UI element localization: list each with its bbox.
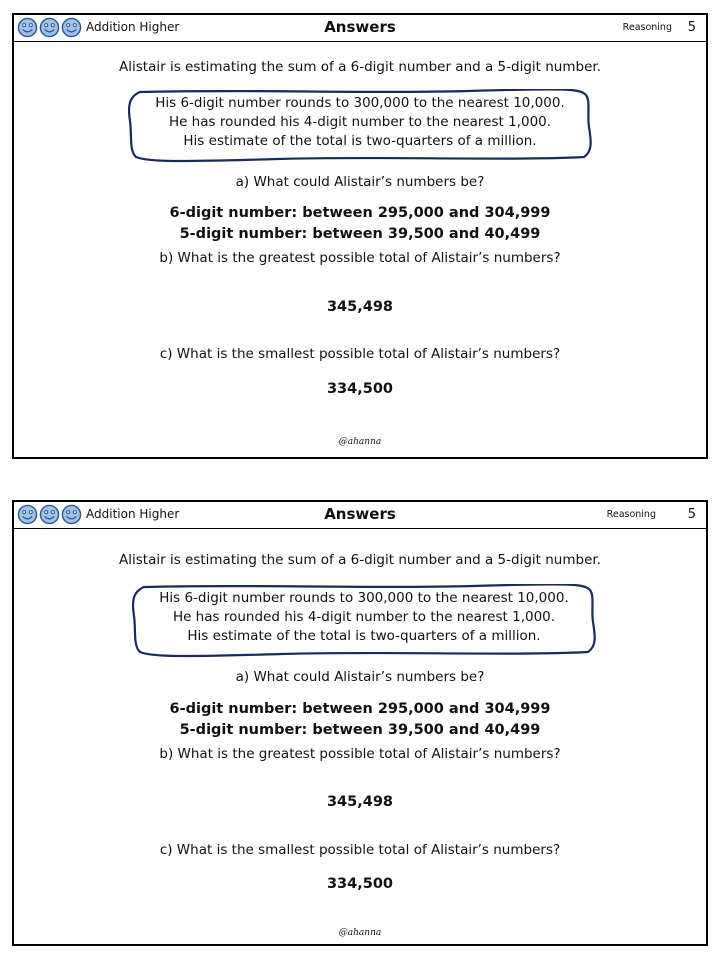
answer-a-line: 5-digit number: between 39,500 and 40,499 <box>179 722 541 738</box>
answer-card <box>12 500 708 946</box>
question-b: b) What is the greatest possible total of Alistair’s numbers? <box>159 250 561 266</box>
card-body <box>14 528 706 944</box>
credit-text: @ahanna <box>338 437 382 447</box>
question-a: a) What could Alistair’s numbers be? <box>235 669 485 685</box>
info-line: His 6-digit number rounds to 300,000 to the nearest 10,000. <box>155 95 565 111</box>
card-header <box>14 15 706 42</box>
credit-text: @ahanna <box>338 928 382 938</box>
info-line: He has rounded his 4-digit number to the nearest 1,000. <box>168 114 552 130</box>
question-c: c) What is the smallest possible total of Alistair’s numbers? <box>159 842 561 858</box>
card-number: 5 <box>687 20 696 35</box>
card-body <box>14 41 706 457</box>
card-title: Answers <box>324 505 396 523</box>
card-header <box>14 502 706 529</box>
question-a: a) What could Alistair’s numbers be? <box>235 174 485 190</box>
answer-b: 345,498 <box>326 794 394 810</box>
intro-text: Alistair is estimating the sum of a 6-digit number and a 5-digit number. <box>119 59 601 75</box>
question-b: b) What is the greatest possible total of Alistair’s numbers? <box>159 746 561 762</box>
info-box <box>128 89 592 159</box>
answer-card <box>12 13 708 459</box>
info-line: His estimate of the total is two-quarters of a million. <box>183 133 537 149</box>
answer-a-line: 5-digit number: between 39,500 and 40,499 <box>179 226 541 242</box>
subject-label: Addition Higher <box>86 20 180 34</box>
answer-a-line: 6-digit number: between 295,000 and 304,999 <box>169 205 551 221</box>
answer-b: 345,498 <box>326 299 394 315</box>
card-title: Answers <box>324 18 396 36</box>
subject-label: Addition Higher <box>86 507 180 521</box>
info-box <box>132 584 596 654</box>
intro-text: Alistair is estimating the sum of a 6-digit number and a 5-digit number. <box>119 552 601 568</box>
info-line: His 6-digit number rounds to 300,000 to the nearest 10,000. <box>159 590 569 606</box>
strand-label: Reasoning <box>622 22 672 33</box>
card-number: 5 <box>687 507 696 522</box>
question-c: c) What is the smallest possible total of Alistair’s numbers? <box>159 346 561 362</box>
strand-label: Reasoning <box>606 509 656 520</box>
info-line: His estimate of the total is two-quarters of a million. <box>187 628 541 644</box>
answer-c: 334,500 <box>326 381 394 397</box>
answer-c: 334,500 <box>326 876 394 892</box>
info-line: He has rounded his 4-digit number to the nearest 1,000. <box>172 609 556 625</box>
answer-a-line: 6-digit number: between 295,000 and 304,999 <box>169 701 551 717</box>
